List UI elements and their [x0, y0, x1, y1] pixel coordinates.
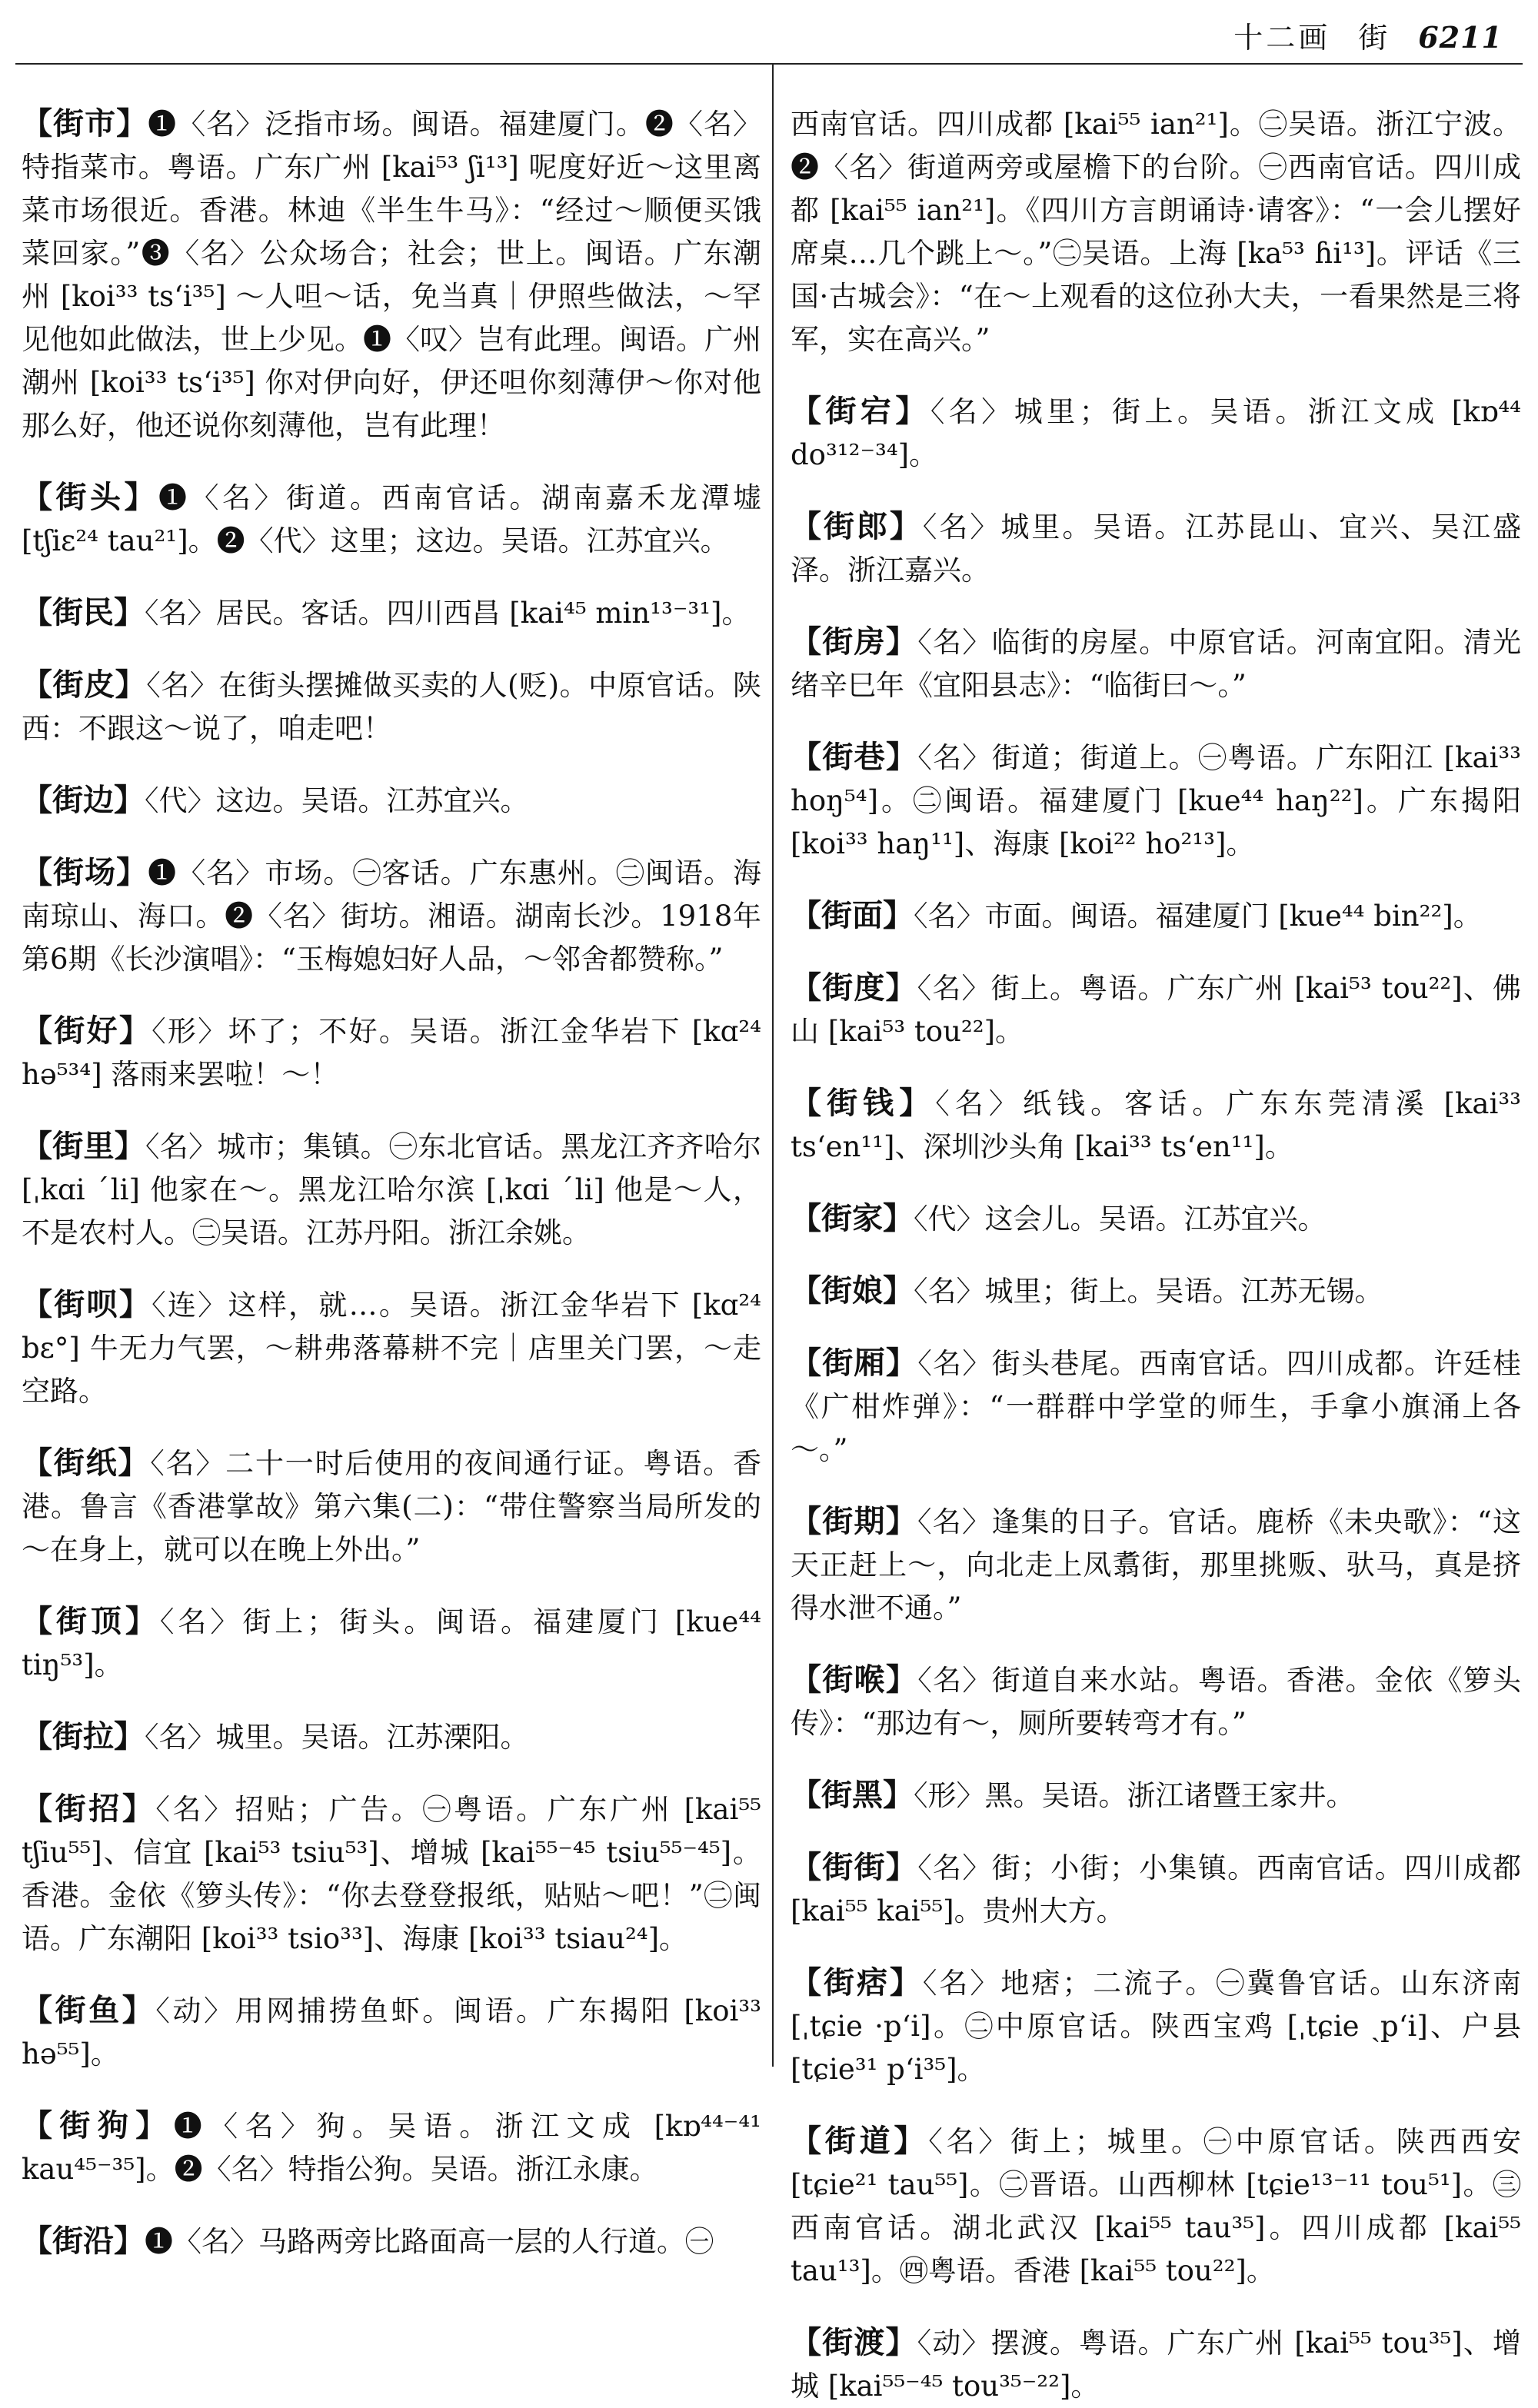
definition: 〈名〉城里；街上。吴语。江苏无锡。: [914, 1275, 1383, 1308]
headword: 【街黑】: [791, 1777, 914, 1813]
headword: 【街市】: [22, 105, 148, 141]
entry: [791, 2321, 1521, 2408]
entry: [791, 390, 1521, 477]
definition: 〈名〉街；小街；小集镇。西南官话。四川成都 [kai⁵⁵ kai⁵⁵]。贵州大方。: [791, 1851, 1521, 1927]
definition: ❶〈名〉马路两旁比路面高一层的人行道。㊀: [145, 2225, 714, 2258]
entry: [791, 1846, 1521, 1933]
definition: 〈动〉用网捕捞鱼虾。闽语。广东揭阳 [koi³³ hə⁵⁵]。: [22, 1994, 762, 2070]
entry: [791, 505, 1521, 592]
definition: 西南官话。四川成都 [kai⁵⁵ ian²¹]。㊁吴语。浙江宁波。❷〈名〉街道两旁或屋檐下的台阶。㊀西南官话。四川成都 [kai⁵⁵ ian²¹]。《四川方言朗诵诗·请客》：“一会儿摆好席桌…几个跳上～。”㊁吴语。上海 [ka⁵³ ɦi¹³]。评话《三国·古城会》：“在～上观看的这位孙大夫，一看果然是三将军，实在高兴。”: [791, 108, 1521, 356]
definition: 〈代〉这边。吴语。江苏宜兴。: [145, 784, 529, 817]
page-number: 6211: [1418, 20, 1503, 55]
headword: 【街头】: [22, 479, 158, 515]
definition: 〈代〉这会儿。吴语。江苏宜兴。: [914, 1202, 1327, 1236]
headword: 【街招】: [22, 1791, 156, 1827]
definition: 〈名〉城里；街上。吴语。浙江文成 [kɒ⁴⁴ do³¹²⁻³⁴]。: [791, 395, 1522, 471]
definition: 〈形〉坏了；不好。吴语。浙江金华岩下 [kɑ²⁴ hə⁵³⁴] 落雨来罢啦！～！: [22, 1015, 762, 1091]
headword: 【街郎】: [791, 508, 923, 544]
definition: 〈形〉黑。吴语。浙江诸暨王家井。: [914, 1779, 1355, 1812]
entry: [22, 1442, 761, 1572]
entry: [791, 736, 1521, 866]
headword: 【街喉】: [791, 1661, 918, 1698]
column-divider: [772, 65, 774, 2067]
entry: [791, 1269, 1521, 1313]
entry: [22, 591, 761, 635]
definition: ❶〈名〉狗。吴语。浙江文成 [kɒ⁴⁴⁻⁴¹ kau⁴⁵⁻³⁵]。❷〈名〉特指公狗。吴语。浙江永康。: [22, 2110, 761, 2186]
entry: [22, 476, 761, 563]
headword: 【街好】: [22, 1013, 152, 1049]
definition: 〈名〉城里。吴语。江苏昆山、宜兴、吴江盛泽。浙江嘉兴。: [791, 511, 1522, 587]
entry: [22, 1283, 761, 1413]
entry: [22, 2104, 761, 2191]
entry: [22, 1788, 761, 1961]
entry: [22, 2220, 761, 2263]
left-column: [22, 74, 762, 2259]
definition: 〈名〉城市；集镇。㊀东北官话。黑龙江齐齐哈尔 [ˌkɑi ˊli] 他家在～。黑龙江哈尔滨 [ˌkɑi ˊli] 他是～人，不是农村人。㊁吴语。江苏丹阳。浙江余姚。: [22, 1130, 762, 1249]
definition: 〈名〉街上。粤语。广东广州 [kai⁵³ tou²²]、佛山 [kai⁵³ tou²²]。: [791, 972, 1522, 1048]
headword: 【街里】: [22, 1128, 146, 1164]
headword: 【街痞】: [791, 1964, 923, 2001]
headword: 【街钱】: [791, 1085, 936, 1121]
definition: 〈动〉摆渡。粤语。广东广州 [kai⁵⁵ tou³⁵]、增城 [kai⁵⁵⁻⁴⁵ tou³⁵⁻²²]。: [791, 2327, 1522, 2403]
definition: 〈名〉城里。吴语。江苏溧阳。: [145, 1721, 529, 1754]
definition: 〈名〉纸钱。客话。广东东莞清溪 [kai³³ ts‘en¹¹]、深圳沙头角 [kai³³ ts‘en¹¹]。: [791, 1087, 1521, 1163]
headword: 【街鱼】: [22, 1992, 156, 2028]
headword: 【街娘】: [791, 1272, 914, 1309]
definition: 〈名〉街上；城里。㊀中原官话。陕西西安 [tɕie²¹ tau⁵⁵]。㊁晋语。山西柳林 [tɕie¹³⁻¹¹ tou⁵¹]。㊂西南官话。湖北武汉 [kai⁵⁵ tau³⁵]。四川成都 [kai⁵⁵ tau¹³]。㊃粤语。香港 [kai⁵⁵ tou²²]。: [791, 2125, 1522, 2287]
entry: [22, 779, 761, 823]
entry: [791, 1658, 1521, 1745]
headword: 【街场】: [22, 854, 148, 890]
headword: 【街家】: [791, 1200, 914, 1236]
headword: 【街街】: [791, 1849, 918, 1885]
headword: 【街巷】: [791, 739, 918, 775]
headword: 【街皮】: [22, 667, 147, 703]
entry: [22, 1715, 761, 1759]
entry: [791, 1500, 1521, 1630]
headword: 【街宕】: [791, 393, 930, 429]
headword: 【街顶】: [22, 1603, 160, 1639]
header-rule: [15, 63, 1523, 65]
entry: [791, 1774, 1521, 1818]
entry: [791, 1342, 1521, 1472]
headword: 【街民】: [22, 594, 145, 630]
headword: 【街度】: [791, 970, 917, 1006]
entry: [22, 102, 761, 447]
stroke-count-label: 十二画: [1233, 21, 1331, 55]
definition: 〈连〉这样，就…。吴语。浙江金华岩下 [kɑ²⁴ bɛ°] 牛无力气罢，～耕弗落幕耕不完｜店里关门罢，～走空路。: [22, 1289, 762, 1408]
entry: [22, 1125, 761, 1255]
definition: 〈名〉街道；街道上。㊀粤语。广东阳江 [kai³³ hoŋ⁵⁴]。㊁闽语。福建厦门 [kue⁴⁴ haŋ²²]。广东揭阳 [koi³³ haŋ¹¹]、海康 [koi²² ho²¹³]。: [791, 741, 1521, 860]
headword: 【街期】: [791, 1503, 917, 1539]
definition: ❶〈名〉泛指市场。闽语。福建厦门。❷〈名〉特指菜市。粤语。广东广州 [kai⁵³ ʃi¹³] 呢度好近～这里离菜市场很近。香港。林迪《半生牛马》：“经过～顺便买饿菜回家。”❸〈名〉公众场合；社会；世上。闽语。广东潮州 [koi³³ ts‘i³⁵] ～人呾～话，免当真｜伊照些做法，～罕见他如此做法，世上少见。❶〈叹〉岂有此理。闽语。广州潮州 [koi³³ ts‘i³⁵] 你对伊向好，伊还呾你刻薄伊～你对他那么好，他还说你刻薄他，岂有此理！: [22, 108, 762, 442]
definition: 〈名〉招贴；广告。㊀粤语。广东广州 [kai⁵⁵ tʃiu⁵⁵]、信宜 [kai⁵³ tsiu⁵³]、增城 [kai⁵⁵⁻⁴⁵ tsiu⁵⁵⁻⁴⁵]。香港。金依《箩头传》：“你去登登报纸，贴贴～吧！”㊁闽语。广东潮阳 [koi³³ tsio³³]、海康 [koi³³ tsiau²⁴]。: [22, 1793, 761, 1955]
entry: [22, 1009, 761, 1096]
entry: [791, 2120, 1521, 2293]
entry: [791, 620, 1521, 707]
definition: 〈名〉在街头摆摊做买卖的人(贬)。中原官话。陕西：不跟这～说了，咱走吧！: [22, 669, 761, 745]
radical-label: 街: [1358, 21, 1391, 55]
definition: 〈名〉二十一时后使用的夜间通行证。粤语。香港。鲁言《香港掌故》第六集(二)：“带住警察当局所发的～在身上，就可以在晚上外出。”: [22, 1447, 761, 1566]
definition: 〈名〉街道自来水站。粤语。香港。金依《箩头传》：“那边有～，厕所要转弯才有。”: [791, 1664, 1521, 1740]
headword: 【街面】: [791, 897, 914, 933]
entry: [791, 1197, 1521, 1241]
headword: 【街沿】: [22, 2223, 145, 2259]
entry: [791, 894, 1521, 938]
headword: 【街边】: [22, 782, 145, 818]
headword: 【街呗】: [22, 1286, 152, 1322]
headword: 【街厢】: [791, 1345, 918, 1381]
definition: 〈名〉市面。闽语。福建厦门 [kue⁴⁴ bin²²]。: [914, 900, 1482, 933]
definition: ❶〈名〉市场。㊀客话。广东惠州。㊁闽语。海南琼山、海口。❷〈名〉街坊。湘语。湖南长沙。1918年第6期《长沙演唱》：“玉梅媳妇好人品，～邻舍都赞称。”: [22, 856, 762, 976]
headword: 【街渡】: [791, 2324, 917, 2360]
entry: [22, 851, 761, 981]
definition: 〈名〉地痞；二流子。㊀冀鲁官话。山东济南 [ˌtɕie ·p‘i]。㊁中原官话。陕西宝鸡 [ˌtɕie ˏp‘i]、户县 [tɕie³¹ p‘i³⁵]。: [791, 1967, 1522, 2086]
definition: 〈名〉居民。客话。四川西昌 [kai⁴⁵ min¹³⁻³¹]。: [145, 597, 751, 630]
definition: 〈名〉街头巷尾。西南官话。四川成都。许廷桂《广柑炸弹》：“一群群中学堂的师生，手拿小旗涌上各～。”: [791, 1347, 1521, 1466]
right-column: [791, 74, 1522, 2403]
entry: [22, 1600, 761, 1687]
headword: 【街房】: [791, 624, 918, 660]
headword: 【街狗】: [22, 2107, 174, 2144]
headword: 【街拉】: [22, 1718, 145, 1754]
entry: [22, 664, 761, 750]
headword: 【街道】: [791, 2123, 929, 2159]
page-header: [1233, 14, 1503, 56]
entry-continued: [791, 102, 1521, 361]
entry: [791, 966, 1521, 1053]
definition: 〈名〉街上；街头。闽语。福建厦门 [kue⁴⁴ tiŋ⁵³]。: [22, 1605, 761, 1681]
entry: [791, 1082, 1521, 1169]
entry: [791, 1961, 1521, 2091]
definition: 〈名〉逢集的日子。官话。鹿桥《未央歌》：“这天正赶上～，向北走上凤翥街，那里挑贩、驮马，真是挤得水泄不通。”: [791, 1505, 1522, 1625]
headword: 【街纸】: [22, 1445, 151, 1481]
definition: 〈名〉临街的房屋。中原官话。河南宜阳。清光绪辛巳年《宜阳县志》：“临街曰～。”: [791, 626, 1521, 702]
entry: [22, 1989, 761, 2076]
definition: ❶〈名〉街道。西南官话。湖南嘉禾龙潭墟 [tʃiɛ²⁴ tau²¹]。❷〈代〉这里；这边。吴语。江苏宜兴。: [22, 481, 761, 557]
